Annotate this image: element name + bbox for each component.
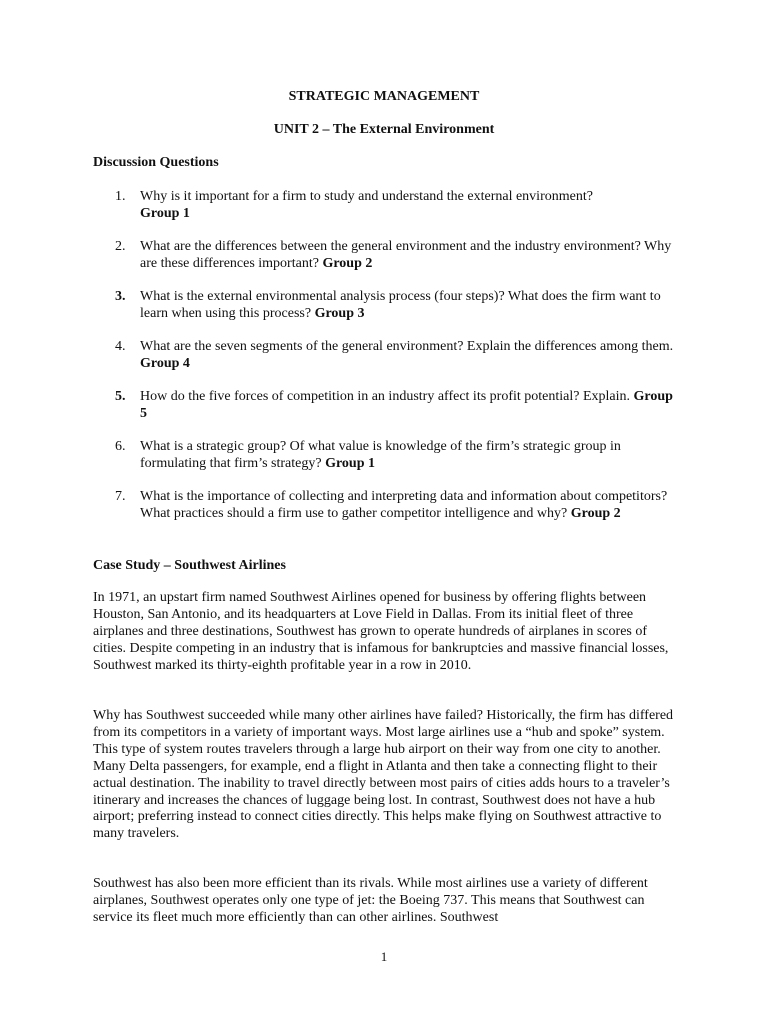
question-group: Group 1 <box>325 456 375 471</box>
question-number: 7. <box>115 489 126 504</box>
case-study-heading: Case Study – Southwest Airlines <box>93 558 286 573</box>
question-group: Group 2 <box>322 256 373 271</box>
document-title: STRATEGIC MANAGEMENT <box>288 89 480 104</box>
question-group: Group 3 <box>314 306 365 321</box>
question-item <box>93 438 683 472</box>
question-number: 5. <box>115 389 126 404</box>
question-group: Group 2 <box>570 506 621 521</box>
question-text: What is a strategic group? Of what value is knowledge of the firm’s strategic group in formulating that firm’s strategy? <box>140 439 621 471</box>
question-number: 6. <box>115 439 126 454</box>
case-paragraph: Southwest has also been more efficient than its rivals. While most airlines use a variety of different airplanes, Southwest operates only one type of jet: the Boeing 737. This means that Southwest can service its fleet much more efficiently than can other airlines. Southwest <box>93 876 648 925</box>
discussion-questions-list <box>93 188 683 538</box>
question-item <box>93 238 683 272</box>
question-item <box>93 288 683 322</box>
page-number: 1 <box>380 949 388 964</box>
document-subtitle: UNIT 2 – The External Environment <box>273 122 495 137</box>
case-paragraph: In 1971, an upstart firm named Southwest Airlines opened for business by offering flights between Houston, San Antonio, and its headquarters at Love Field in Dallas. From its initial fleet of three airplanes and three destinations, Southwest has grown to operate hundreds of airplanes in scores of cities. Despite competing in an industry that is infamous for bankruptcies and massive financial losses, Southwest marked its thirty-eighth profitable year in a row in 2010. <box>93 590 669 673</box>
question-item <box>93 388 683 422</box>
question-text: Why is it important for a firm to study and understand the external environment? <box>140 189 593 204</box>
question-text: What are the differences between the general environment and the industry environment? Why are these differences important? <box>140 239 672 271</box>
question-item <box>93 188 683 222</box>
question-group: Group 5 <box>140 389 673 421</box>
question-group: Group 1 <box>140 206 190 221</box>
question-item <box>93 338 683 372</box>
question-text: What are the seven segments of the general environment? Explain the differences among them. <box>140 339 674 354</box>
question-text: What is the importance of collecting and interpreting data and information about competitors? What practices should a firm use to gather competitor intelligence and why? <box>140 489 668 521</box>
question-item <box>93 488 683 522</box>
question-number: 1. <box>115 189 126 204</box>
question-number: 2. <box>115 239 126 254</box>
discussion-questions-heading: Discussion Questions <box>93 155 219 170</box>
question-number: 3. <box>115 289 126 304</box>
question-number: 4. <box>115 339 126 354</box>
question-group: Group 4 <box>140 356 190 371</box>
question-text: How do the five forces of competition in an industry affect its profit potential? Explain. <box>140 389 634 404</box>
question-text: What is the external environmental analysis process (four steps)? What does the firm want to learn when using this process? <box>140 289 661 321</box>
case-paragraph: Why has Southwest succeeded while many other airlines have failed? Historically, the firm has differed from its competitors in a variety of important ways. Most large airlines use a “hub and spoke” system. This type of system routes travelers through a large hub airport on their way from one city to another. Many Delta passengers, for example, end a flight in Atlanta and then take a connecting flight to their actual destination. The inability to travel directly between most pairs of cities adds hours to a traveler’s itinerary and increases the chances of luggage being lost. In contrast, Southwest does not have a hub airport; preferring instead to connect cities directly. This helps make flying on Southwest attractive to many travelers. <box>93 708 674 842</box>
